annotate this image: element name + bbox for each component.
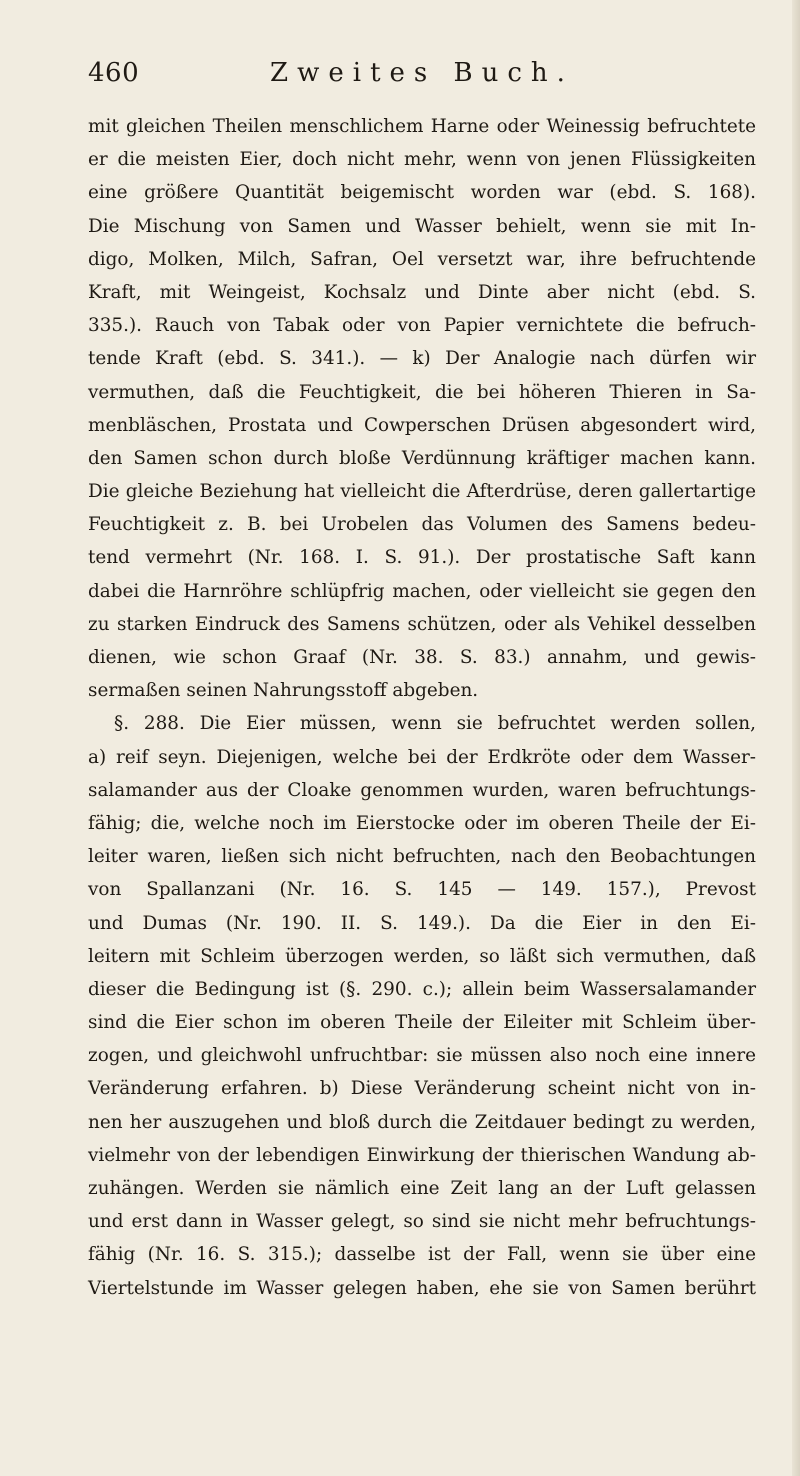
text-line: Die gleiche Beziehung hat vielleicht die Afterdrüse, deren gallertartige bbox=[88, 481, 756, 503]
text-line: tende Kraft (ebd. S. 341.). — k) Der Analogie nach dürfen wir bbox=[88, 348, 756, 370]
text-line: von Spallanzani (Nr. 16. S. 145 — 149. 157.), Prevost bbox=[88, 879, 756, 901]
text-line: sermaßen seinen Nahrungsstoff abgeben. bbox=[88, 680, 479, 702]
text-line: 335.). Rauch von Tabak oder von Papier vernichtete die befruch- bbox=[88, 315, 756, 337]
text-line: digo, Molken, Milch, Safran, Oel versetzt war, ihre befruchtende bbox=[88, 248, 756, 270]
text-line: dienen, wie schon Graaf (Nr. 38. S. 83.) annahm, und gewis- bbox=[88, 647, 756, 668]
text-line: fähig (Nr. 16. S. 315.); dasselbe ist der Fall, wenn sie über eine bbox=[88, 1244, 756, 1266]
text-line: sind die Eier schon im oberen Theile der Eileiter mit Schleim über- bbox=[88, 1012, 756, 1034]
text-line: Feuchtigkeit z. B. bei Urobelen das Volumen des Samens bedeu- bbox=[88, 514, 756, 536]
text-line: vielmehr von der lebendigen Einwirkung der thierischen Wandung ab- bbox=[88, 1144, 756, 1166]
text-line: und Dumas (Nr. 190. II. S. 149.). Da die Eier in den Ei- bbox=[88, 912, 756, 934]
text-line: dieser die Bedingung ist (§. 290. c.); allein beim Wassersalamander bbox=[88, 978, 756, 1000]
text-line: vermuthen, daß die Feuchtigkeit, die bei höheren Thieren in Sa- bbox=[88, 381, 756, 403]
running-head: Zweites Buch. bbox=[270, 58, 574, 88]
text-line: Kraft, mit Weingeist, Kochsalz und Dinte aber nicht (ebd. S. bbox=[88, 281, 756, 303]
text-line: salamander aus der Cloake genommen wurden, waren befruchtungs- bbox=[88, 779, 756, 801]
text-line: fähig; die, welche noch im Eierstocke oder im oberen Theile der Ei- bbox=[88, 812, 756, 834]
text-line: tend vermehrt (Nr. 168. I. S. 91.). Der prostatische Saft kann bbox=[88, 547, 756, 569]
text-line: den Samen schon durch bloße Verdünnung kräftiger machen kann. bbox=[88, 447, 756, 469]
text-line: menbläschen, Prostata und Cowperschen Drüsen abgesondert wird, bbox=[88, 414, 756, 436]
text-line: dabei die Harnröhre schlüpfrig machen, oder vielleicht sie gegen den bbox=[88, 580, 756, 602]
text-line: a) reif seyn. Diejenigen, welche bei der Erdkröte oder dem Wasser- bbox=[88, 746, 756, 768]
text-line: eine größere Quantität beigemischt worden war (ebd. S. 168). bbox=[88, 182, 756, 204]
text-line: Die Mischung von Samen und Wasser behielt, wenn sie mit In- bbox=[88, 215, 756, 237]
text-line: Veränderung erfahren. b) Diese Veränderung scheint nicht von in- bbox=[88, 1078, 756, 1100]
page-number: 460 bbox=[88, 58, 140, 88]
page-header bbox=[88, 58, 756, 98]
text-line: leitern mit Schleim überzogen werden, so läßt sich vermuthen, daß bbox=[88, 945, 756, 967]
body-text bbox=[88, 110, 756, 1305]
text-line: zogen, und gleichwohl unfruchtbar: sie müssen also noch eine innere bbox=[88, 1045, 756, 1067]
page-edge bbox=[792, 0, 800, 1476]
text-line: Viertelstunde im Wasser gelegen haben, ehe sie von Samen berührt bbox=[88, 1277, 756, 1299]
section-start-line: §. 288. Die Eier müssen, wenn sie befruchtet werden sollen, bbox=[114, 713, 756, 735]
text-line: zuhängen. Werden sie nämlich eine Zeit lang an der Luft gelassen bbox=[88, 1178, 756, 1199]
text-line: und erst dann in Wasser gelegt, so sind sie nicht mehr befruchtungs- bbox=[88, 1211, 756, 1233]
text-line: leiter waren, ließen sich nicht befruchten, nach den Beobachtungen bbox=[88, 846, 756, 868]
text-line: mit gleichen Theilen menschlichem Harne oder Weinessig befruchtete bbox=[88, 116, 756, 137]
text-line: zu starken Eindruck des Samens schützen, oder als Vehikel desselben bbox=[88, 613, 756, 635]
text-line: nen her auszugehen und bloß durch die Zeitdauer bedingt zu werden, bbox=[88, 1111, 756, 1133]
text-line: er die meisten Eier, doch nicht mehr, wenn von jenen Flüssigkeiten bbox=[88, 149, 756, 171]
